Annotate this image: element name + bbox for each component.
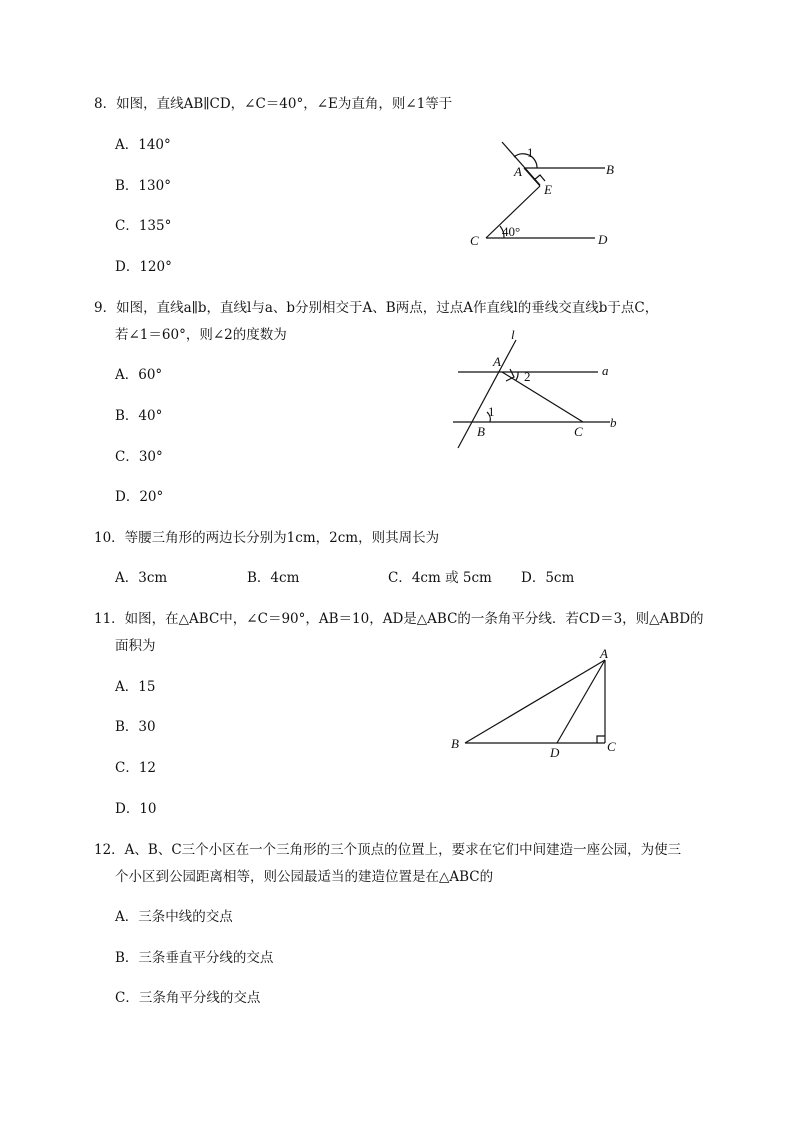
question-11-option-c[interactable]: C．12 — [115, 760, 157, 776]
fig9-label-1: 1 — [488, 404, 495, 419]
fig8-label-1: 1 — [527, 145, 534, 160]
question-11-stem-line2: 面积为 — [115, 638, 156, 654]
fig9-label-a-point: A — [493, 354, 501, 369]
fig8-label-a: A — [514, 164, 522, 179]
question-8-option-a[interactable]: A．140° — [115, 137, 171, 153]
perpendicular-ac — [502, 372, 583, 422]
fig11-label-c: C — [607, 739, 616, 754]
question-9-option-d[interactable]: D．20° — [115, 489, 164, 505]
fig8-label-b: B — [606, 162, 614, 177]
fig9-label-l: l — [511, 327, 515, 342]
question-9-option-c[interactable]: C．30° — [115, 449, 163, 465]
question-8-figure — [470, 130, 640, 260]
bisector-ad — [557, 660, 605, 743]
question-11-figure — [445, 645, 625, 765]
question-9-stem-line1: 9．如图，直线a∥b，直线l与a、b分别相交于A、B两点，过点A作直线l的垂线交直线b于点C， — [94, 300, 659, 316]
angle-2-arc — [516, 372, 518, 380]
fig9-label-c: C — [574, 424, 583, 439]
fig9-label-a-line: a — [602, 363, 609, 378]
fig9-label-b-point: B — [477, 424, 485, 439]
question-10-option-c[interactable]: C．4cm 或 5cm — [388, 570, 492, 586]
fig9-label-2: 2 — [524, 369, 531, 384]
question-10-option-b[interactable]: B．4cm — [247, 570, 300, 586]
question-12-stem-line1: 12．A、B、C三个小区在一个三角形的三个顶点的位置上，要求在它们中间建造一座公园，为使三 — [94, 842, 682, 858]
fig11-label-a: A — [600, 646, 608, 661]
question-11-stem-line1: 11．如图，在△ABC中，∠C＝90°，AB＝10，AD是△ABC的一条角平分线．若CD＝3，则△ABD的 — [94, 611, 704, 627]
fig8-angle-40: 40° — [502, 224, 521, 239]
question-9-stem-line2: 若∠1＝60°，则∠2的度数为 — [115, 327, 287, 343]
question-8-option-c[interactable]: C．135° — [115, 218, 172, 234]
question-10-stem: 10．等腰三角形的两边长分别为1cm，2cm，则其周长为 — [94, 530, 440, 546]
question-9-option-a[interactable]: A．60° — [115, 367, 163, 383]
question-10-option-a[interactable]: A．3cm — [115, 570, 168, 586]
line-l — [458, 340, 516, 448]
question-8-option-d[interactable]: D．120° — [115, 259, 172, 275]
question-12-stem-line2: 个小区到公园距离相等，则公园最适当的建造位置是在△ABC的 — [115, 869, 494, 885]
question-11-option-b[interactable]: B．30 — [115, 719, 156, 735]
question-12-option-a[interactable]: A．三条中线的交点 — [115, 909, 233, 925]
right-angle-mark — [597, 736, 605, 743]
side-ab — [465, 660, 605, 743]
fig11-label-d: D — [550, 745, 560, 760]
fig9-label-b-line: b — [610, 415, 617, 430]
question-11-option-a[interactable]: A．15 — [115, 679, 156, 695]
question-8-option-b[interactable]: B．130° — [115, 178, 171, 194]
fig8-label-d: D — [598, 232, 608, 247]
question-9-option-b[interactable]: B．40° — [115, 408, 163, 424]
fig8-label-e: E — [544, 182, 552, 197]
question-9-figure — [450, 327, 630, 455]
question-12-option-b[interactable]: B．三条垂直平分线的交点 — [115, 950, 274, 966]
question-11-option-d[interactable]: D．10 — [115, 801, 157, 817]
question-12-option-c[interactable]: C．三条角平分线的交点 — [115, 990, 261, 1006]
fig11-label-b: B — [451, 736, 459, 751]
question-10-option-d[interactable]: D．5cm — [521, 570, 575, 586]
question-8-stem: 8．如图，直线AB∥CD，∠C＝40°，∠E为直角，则∠1等于 — [94, 96, 453, 112]
fig8-label-c: C — [470, 233, 479, 248]
